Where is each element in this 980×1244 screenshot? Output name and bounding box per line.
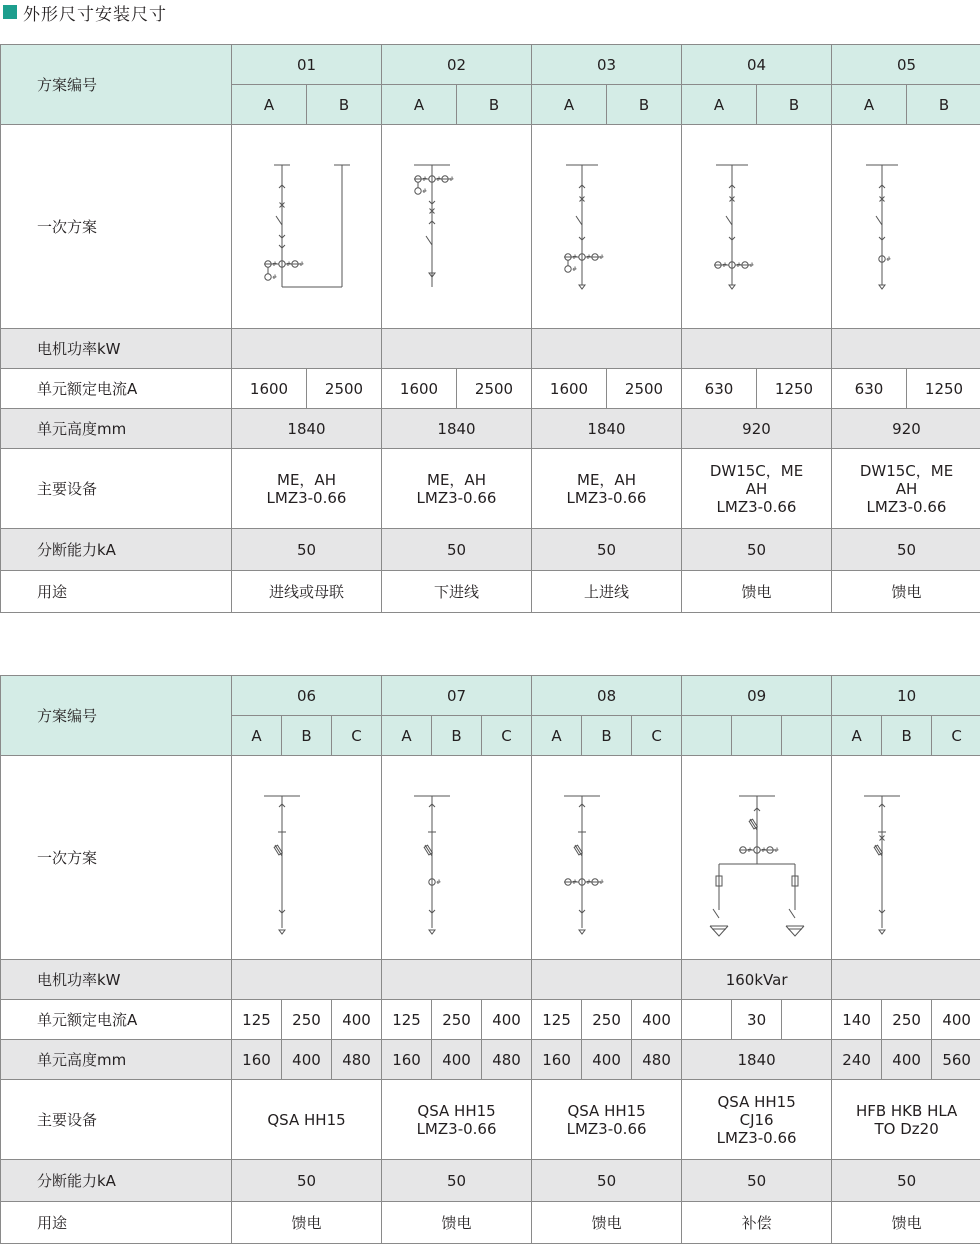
label-rated-current: 单元额定电流A	[1, 369, 232, 409]
motor-power-value	[232, 329, 382, 369]
scheme-no: 01	[232, 45, 382, 85]
sub-variant: B	[432, 716, 482, 756]
ct-mark: #	[722, 261, 728, 269]
ct-mark: #	[586, 878, 592, 886]
rated-current-value	[682, 1000, 732, 1040]
rated-current-row	[1, 369, 980, 409]
schematic-fuse-switch-1ct	[382, 758, 532, 958]
outlet-arrow-icon	[579, 285, 585, 289]
equipment-line: AH	[895, 479, 918, 498]
schematic-feeder-1ct	[832, 127, 980, 327]
equipment-line: QSA HH15	[717, 1092, 796, 1111]
equipment-line: LMZ3-0.66	[416, 488, 497, 507]
breaking-capacity-value: 50	[232, 1160, 382, 1202]
rated-current-value: 400	[932, 1000, 980, 1040]
ct-mark: #	[572, 253, 578, 261]
schematic-incoming-tie	[232, 127, 382, 327]
ct-mark: #	[272, 260, 278, 268]
spec-table-1	[0, 44, 980, 613]
breaking-capacity-value: 50	[832, 529, 980, 571]
sub-variant: B	[882, 716, 932, 756]
usage-value: 下进线	[382, 571, 532, 613]
switch-blade	[876, 216, 882, 225]
usage-row	[1, 571, 980, 613]
sub-variant: A	[832, 85, 907, 125]
schematic-fuse-switch-3ct	[532, 758, 682, 958]
scheme-no: 10	[832, 676, 980, 716]
rated-current-value: 1250	[757, 369, 832, 409]
current-transformer	[265, 273, 271, 279]
equipment-line: LMZ3-0.66	[566, 1119, 647, 1138]
equipment-cell	[532, 449, 682, 529]
sub-variant: A	[232, 85, 307, 125]
ct-mark: #	[586, 253, 592, 261]
rated-current-value: 30	[732, 1000, 782, 1040]
equipment-line: DW15C，ME	[709, 461, 804, 480]
ct-mark: #	[761, 846, 767, 854]
equipment-line: LMZ3-0.66	[866, 497, 947, 516]
schematic-cell	[232, 756, 382, 960]
ct-mark: #	[272, 273, 278, 281]
unit-height-value: 400	[582, 1040, 632, 1080]
rated-current-value: 125	[232, 1000, 282, 1040]
scheme-no: 07	[382, 676, 532, 716]
rated-current-value	[782, 1000, 832, 1040]
unit-height-value: 400	[432, 1040, 482, 1080]
ct-mark: #	[749, 261, 755, 269]
usage-value: 进线或母联	[232, 571, 382, 613]
rated-current-value: 2500	[457, 369, 532, 409]
equipment-line: LMZ3-0.66	[566, 488, 647, 507]
schematic-lower-incoming	[382, 127, 532, 327]
rated-current-value: 1600	[532, 369, 607, 409]
current-transformer	[565, 265, 571, 271]
label-breaking: 分断能力kA	[1, 529, 232, 571]
ct-mark: #	[299, 260, 305, 268]
usage-value: 馈电	[832, 571, 980, 613]
usage-value: 上进线	[532, 571, 682, 613]
sub-variant	[732, 716, 782, 756]
primary-scheme-row	[1, 756, 980, 960]
motor-power-value	[682, 329, 832, 369]
ct-mark: #	[736, 261, 742, 269]
schematic-cell	[382, 125, 532, 329]
label-scheme-no: 方案编号	[1, 45, 232, 125]
schematic-cell	[832, 125, 980, 329]
breaking-capacity-row	[1, 529, 980, 571]
sub-variant: A	[532, 716, 582, 756]
equipment-cell	[382, 449, 532, 529]
equipment-line: HFB HKB HLA	[855, 1101, 958, 1120]
label-motor-power: 电机功率kW	[1, 960, 232, 1000]
sub-variant: B	[907, 85, 980, 125]
usage-value: 馈电	[232, 1202, 382, 1244]
equipment-cell	[832, 449, 980, 529]
ct-mark: #	[747, 846, 753, 854]
label-primary: 一次方案	[1, 125, 232, 329]
usage-value: 馈电	[682, 571, 832, 613]
label-motor-power: 电机功率kW	[1, 329, 232, 369]
equipment-line: QSA HH15	[267, 1110, 346, 1129]
scheme-no: 04	[682, 45, 832, 85]
equipment-line: QSA HH15	[417, 1101, 496, 1120]
label-usage: 用途	[1, 571, 232, 613]
sub-variant: A	[832, 716, 882, 756]
equipment-cell	[532, 1080, 682, 1160]
breaking-capacity-value: 50	[382, 1160, 532, 1202]
unit-height-row	[1, 1040, 980, 1080]
sub-variant: B	[282, 716, 332, 756]
unit-height-value: 920	[682, 409, 832, 449]
breaking-capacity-value: 50	[682, 529, 832, 571]
outlet-arrow-icon	[729, 285, 735, 289]
unit-height-value: 160	[532, 1040, 582, 1080]
breaking-capacity-row	[1, 1160, 980, 1202]
equipment-line: ME，AH	[277, 470, 336, 489]
rated-current-value: 140	[832, 1000, 882, 1040]
rated-current-value: 1250	[907, 369, 980, 409]
rated-current-value: 250	[432, 1000, 482, 1040]
rated-current-value: 400	[482, 1000, 532, 1040]
sub-variant: A	[232, 716, 282, 756]
schematic-cell	[232, 125, 382, 329]
switch-blade	[426, 236, 432, 245]
rated-current-value: 250	[582, 1000, 632, 1040]
unit-height-value: 1840	[682, 1040, 832, 1080]
equipment-line: LMZ3-0.66	[716, 1128, 797, 1147]
schematic-cell	[682, 125, 832, 329]
sub-variant: A	[682, 85, 757, 125]
label-breaking: 分断能力kA	[1, 1160, 232, 1202]
equipment-line: ME，AH	[577, 470, 636, 489]
sub-variant: B	[582, 716, 632, 756]
rated-current-value: 250	[282, 1000, 332, 1040]
equipment-line: QSA HH15	[567, 1101, 646, 1120]
capacitor-icon	[786, 926, 804, 936]
label-usage: 用途	[1, 1202, 232, 1244]
sub-variant	[782, 716, 832, 756]
unit-height-value: 560	[932, 1040, 980, 1080]
rated-current-value: 250	[882, 1000, 932, 1040]
equipment-cell	[682, 1080, 832, 1160]
equipment-row	[1, 449, 980, 529]
unit-height-value: 160	[382, 1040, 432, 1080]
ct-mark: #	[774, 846, 780, 854]
label-scheme-no: 方案编号	[1, 676, 232, 756]
schematic-cell	[382, 756, 532, 960]
section-heading	[0, 0, 167, 24]
ct-mark: #	[449, 175, 455, 183]
sub-variant: B	[607, 85, 682, 125]
unit-height-value: 920	[832, 409, 980, 449]
unit-height-value: 400	[282, 1040, 332, 1080]
rated-current-value: 2500	[307, 369, 382, 409]
outlet-arrow-icon	[429, 930, 435, 934]
motor-power-row	[1, 960, 980, 1000]
spec-table-2	[0, 675, 980, 1244]
equipment-line: LMZ3-0.66	[716, 497, 797, 516]
ct-mark: #	[886, 255, 892, 263]
label-primary: 一次方案	[1, 756, 232, 960]
motor-power-value	[832, 329, 980, 369]
schematic-cell	[682, 756, 832, 960]
schematic-fuse-switch	[232, 758, 382, 958]
motor-power-value: 160kVar	[682, 960, 832, 1000]
scheme-number-row	[1, 676, 980, 716]
sub-variant: C	[632, 716, 682, 756]
equipment-row	[1, 1080, 980, 1160]
scheme-no: 03	[532, 45, 682, 85]
rated-current-value: 400	[632, 1000, 682, 1040]
usage-row	[1, 1202, 980, 1244]
sub-variant	[682, 716, 732, 756]
sub-variant: C	[932, 716, 980, 756]
rated-current-value: 2500	[607, 369, 682, 409]
ct-mark: #	[422, 187, 428, 195]
breaking-capacity-value: 50	[232, 529, 382, 571]
ct-mark: #	[572, 265, 578, 273]
unit-height-value: 1840	[382, 409, 532, 449]
motor-power-value	[382, 960, 532, 1000]
rated-current-value: 125	[532, 1000, 582, 1040]
equipment-line: LMZ3-0.66	[266, 488, 347, 507]
usage-value: 馈电	[382, 1202, 532, 1244]
unit-height-value: 160	[232, 1040, 282, 1080]
schematic-upper-incoming	[532, 127, 682, 327]
switch-blade	[789, 909, 795, 918]
usage-value: 馈电	[532, 1202, 682, 1244]
breaking-capacity-value: 50	[682, 1160, 832, 1202]
motor-power-value	[382, 329, 532, 369]
motor-power-value	[532, 960, 682, 1000]
breaking-capacity-value: 50	[532, 529, 682, 571]
equipment-cell	[382, 1080, 532, 1160]
unit-height-value: 480	[332, 1040, 382, 1080]
scheme-no: 05	[832, 45, 980, 85]
unit-height-value: 480	[482, 1040, 532, 1080]
ct-mark: #	[599, 878, 605, 886]
schematic-cell	[532, 756, 682, 960]
motor-power-row	[1, 329, 980, 369]
motor-power-value	[832, 960, 980, 1000]
scheme-no: 09	[682, 676, 832, 716]
switch-blade	[713, 909, 719, 918]
equipment-line: TO Dz20	[874, 1119, 939, 1138]
unit-height-value: 240	[832, 1040, 882, 1080]
ct-mark: #	[436, 878, 442, 886]
equipment-cell	[232, 1080, 382, 1160]
breaking-capacity-value: 50	[382, 529, 532, 571]
unit-height-value: 1840	[532, 409, 682, 449]
rated-current-value: 1600	[232, 369, 307, 409]
breaking-capacity-value: 50	[532, 1160, 682, 1202]
switch-blade	[726, 216, 732, 225]
schematic-breaker-feeder	[832, 758, 980, 958]
outlet-arrow-icon	[879, 285, 885, 289]
sub-variant: B	[757, 85, 832, 125]
rated-current-value: 1600	[382, 369, 457, 409]
sub-variant: A	[382, 85, 457, 125]
label-rated-current: 单元额定电流A	[1, 1000, 232, 1040]
equipment-cell	[682, 449, 832, 529]
equipment-line: ME，AH	[427, 470, 486, 489]
motor-power-value	[532, 329, 682, 369]
switch-blade	[576, 216, 582, 225]
schematic-feeder-3ct	[682, 127, 832, 327]
equipment-line: LMZ3-0.66	[416, 1119, 497, 1138]
outlet-arrow-icon	[279, 930, 285, 934]
ct-mark: #	[436, 175, 442, 183]
sub-variant: A	[382, 716, 432, 756]
outlet-arrow-icon	[879, 930, 885, 934]
label-height: 单元高度mm	[1, 409, 232, 449]
current-transformer	[415, 187, 421, 193]
rated-current-value: 630	[832, 369, 907, 409]
ct-mark: #	[286, 260, 292, 268]
schematic-cell	[832, 756, 980, 960]
ct-mark: #	[422, 175, 428, 183]
unit-height-value: 400	[882, 1040, 932, 1080]
ct-mark: #	[572, 878, 578, 886]
label-height: 单元高度mm	[1, 1040, 232, 1080]
sub-variant: B	[457, 85, 532, 125]
rated-current-value: 400	[332, 1000, 382, 1040]
equipment-line: DW15C，ME	[859, 461, 954, 480]
scheme-no: 08	[532, 676, 682, 716]
primary-scheme-row	[1, 125, 980, 329]
label-equipment: 主要设备	[1, 449, 232, 529]
scheme-no: 06	[232, 676, 382, 716]
heading-square-icon	[3, 5, 17, 19]
rated-current-value: 630	[682, 369, 757, 409]
sub-variant: B	[307, 85, 382, 125]
outlet-arrow-icon	[579, 930, 585, 934]
sub-variant: C	[482, 716, 532, 756]
rated-current-value: 125	[382, 1000, 432, 1040]
equipment-cell	[232, 449, 382, 529]
equipment-line: CJ16	[739, 1110, 774, 1129]
sub-variant: C	[332, 716, 382, 756]
equipment-cell	[832, 1080, 980, 1160]
usage-value: 馈电	[832, 1202, 980, 1244]
schematic-compensation	[682, 758, 832, 958]
usage-value: 补偿	[682, 1202, 832, 1244]
capacitor-icon	[710, 926, 728, 936]
breaking-capacity-value: 50	[832, 1160, 980, 1202]
heading-title: 外形尺寸安装尺寸	[23, 4, 167, 25]
unit-height-value: 1840	[232, 409, 382, 449]
label-equipment: 主要设备	[1, 1080, 232, 1160]
scheme-no: 02	[382, 45, 532, 85]
scheme-number-row	[1, 45, 980, 85]
equipment-line: AH	[745, 479, 768, 498]
unit-height-row	[1, 409, 980, 449]
sub-variant: A	[532, 85, 607, 125]
unit-height-value: 480	[632, 1040, 682, 1080]
motor-power-value	[232, 960, 382, 1000]
switch-blade	[276, 216, 282, 225]
rated-current-row	[1, 1000, 980, 1040]
ct-mark: #	[599, 253, 605, 261]
schematic-cell	[532, 125, 682, 329]
